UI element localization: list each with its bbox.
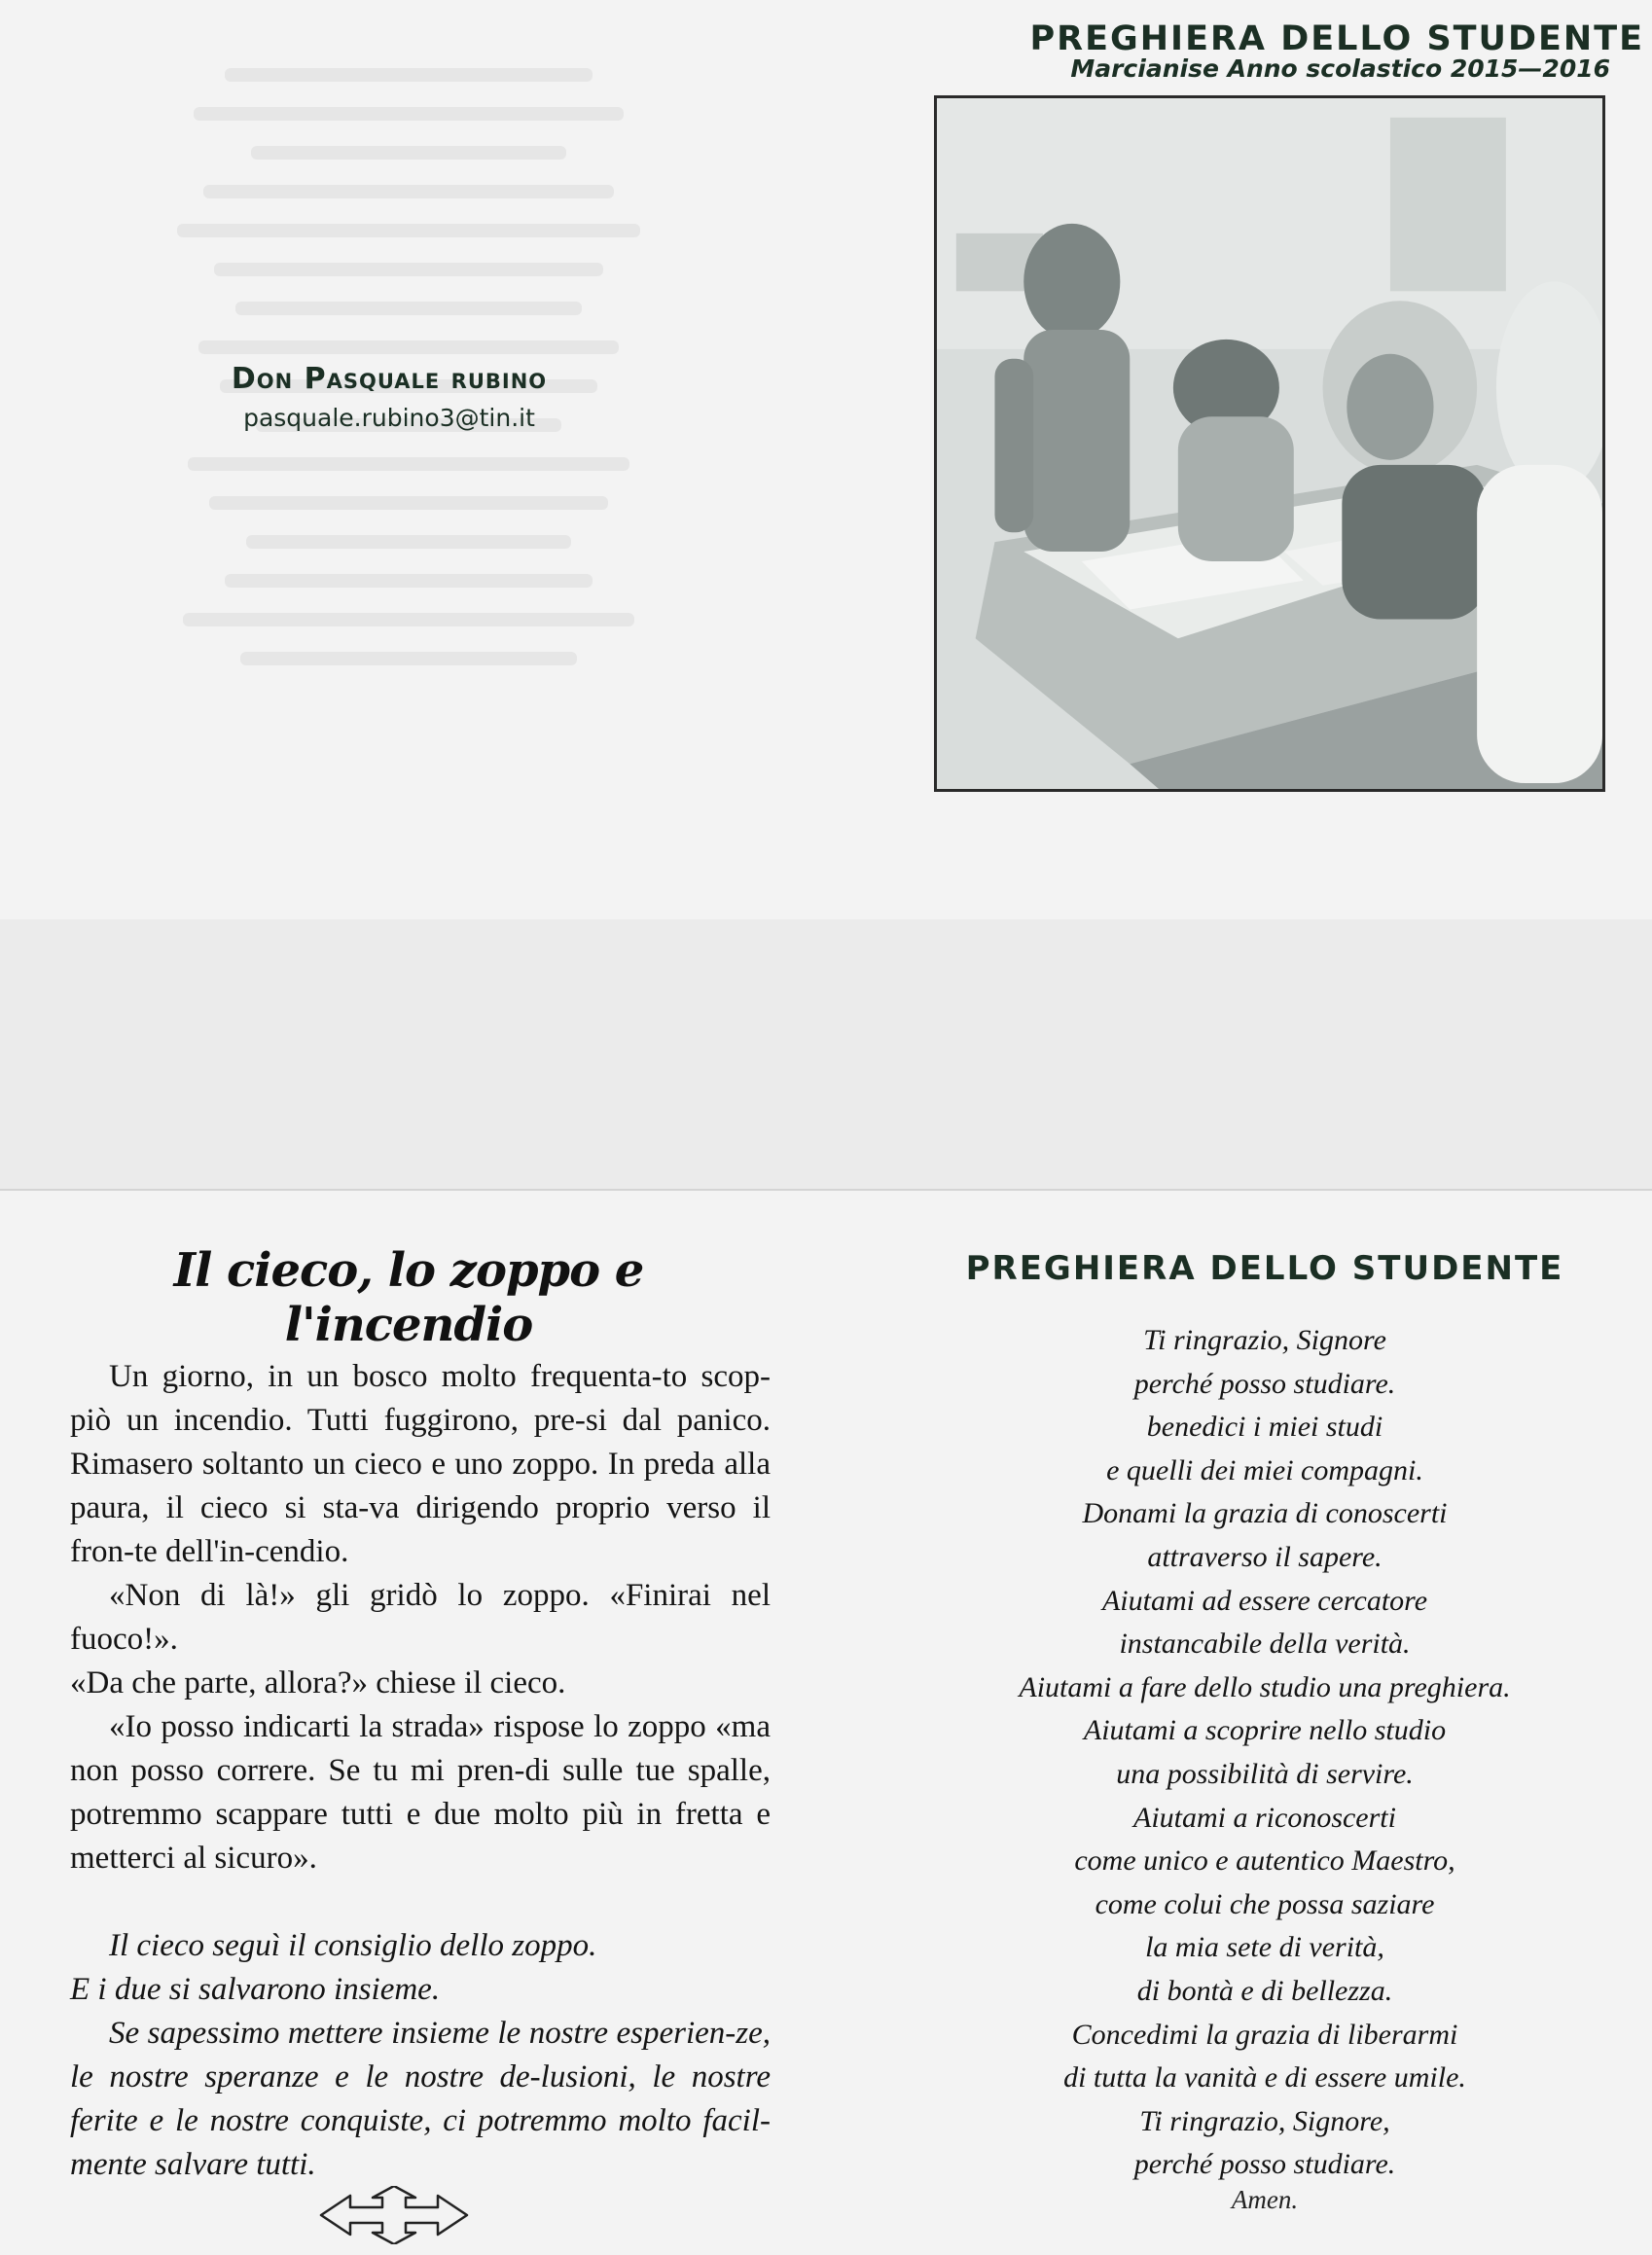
- prayer-line: Aiutami a fare dello studio una preghiera.: [1019, 1670, 1511, 1703]
- prayer-line: perché posso studiare.: [1133, 1367, 1396, 1400]
- author-name: Don Pasquale rubino: [231, 362, 548, 396]
- prayer-line: e quelli dei miei compagni.: [1106, 1453, 1423, 1486]
- story-text: [70, 1355, 771, 2187]
- story-paragraph: Un giorno, in un bosco molto frequenta-to scop-piò un incendio. Tutti fuggirono, pre-si dal panico. Rimasero soltanto un cieco e uno zoppo. In preda alla paura, il cieco si sta-va dirigendo proprio verso il fron-te dell'in-cendio.: [70, 1359, 771, 1569]
- prayer-line: la mia sete di verità,: [1145, 1931, 1384, 1964]
- story-paragraph: «Io posso indicarti la strada» rispose lo zoppo «ma non posso correre. Se tu mi pren-di sulle tue spalle, potremmo scappare tutti e due molto più in fretta e metterci al sicuro».: [70, 1709, 771, 1876]
- author-email: pasquale.rubino3@tin.it: [243, 404, 535, 432]
- prayer-line: Aiutami a scoprire nello studio: [1083, 1714, 1447, 1747]
- story-paragraph: «Non di là!» gli gridò lo zoppo. «Finirai nel fuoco!».: [70, 1578, 771, 1657]
- prayer-closing: Amen.: [1231, 2185, 1299, 2214]
- cover-title: PREGHIERA DELLO STUDENTE: [1029, 19, 1644, 58]
- prayer-line: Aiutami a riconoscerti: [1133, 1801, 1396, 1834]
- prayer-line: benedici i miei studi: [1146, 1411, 1383, 1444]
- story-title: Il cieco, lo zoppo e l'incendio: [173, 1243, 644, 1352]
- cover-subtitle: Marcianise Anno scolastico 2015—2016: [1070, 54, 1610, 83]
- cover-panel: [0, 0, 1652, 919]
- four-way-arrow-icon: [316, 2186, 472, 2244]
- prayer-line: Ti ringrazio, Signore,: [1139, 2104, 1390, 2137]
- story-paragraph: «Da che parte, allora?» chiese il cieco.: [70, 1665, 566, 1700]
- prayer-title: PREGHIERA DELLO STUDENTE: [965, 1249, 1564, 1288]
- prayer-line: di tutta la vanità e di essere umile.: [1063, 2061, 1466, 2094]
- story-moral-paragraph: Se sapessimo mettere insieme le nostre esperien-ze, le nostre speranze e le nostre de-lusioni, le nostre ferite e le nostre conquiste, ci potremmo molto facil-mente salvare tutti.: [70, 2016, 771, 2182]
- prayer-line: una possibilità di servire.: [1116, 1757, 1414, 1790]
- prayer-line: di bontà e di bellezza.: [1136, 1974, 1393, 2007]
- prayer-line: instancabile della verità.: [1119, 1628, 1411, 1661]
- prayer-line: perché posso studiare.: [1133, 2148, 1396, 2181]
- students-photo: [934, 95, 1605, 792]
- prayer-line: come colui che possa saziare: [1095, 1887, 1435, 1920]
- prayer-line: attraverso il sapere.: [1147, 1540, 1383, 1573]
- story-moral-line: Il cieco seguì il consiglio dello zoppo.: [109, 1928, 597, 1963]
- prayer-line: Aiutami ad essere cercatore: [1101, 1584, 1428, 1617]
- author-block: [146, 362, 632, 432]
- prayer-line: Donami la grazia di conoscerti: [1082, 1497, 1448, 1530]
- prayer-lines: [895, 1319, 1634, 2187]
- prayer-line: come unico e autentico Maestro,: [1074, 1844, 1455, 1878]
- prayer-line: Concedimi la grazia di liberarmi: [1071, 2018, 1458, 2051]
- students-photo-illustration: [937, 98, 1602, 789]
- story-moral-line: E i due si salvarono insieme.: [70, 1972, 441, 2007]
- prayer-line: Ti ringrazio, Signore: [1143, 1324, 1386, 1356]
